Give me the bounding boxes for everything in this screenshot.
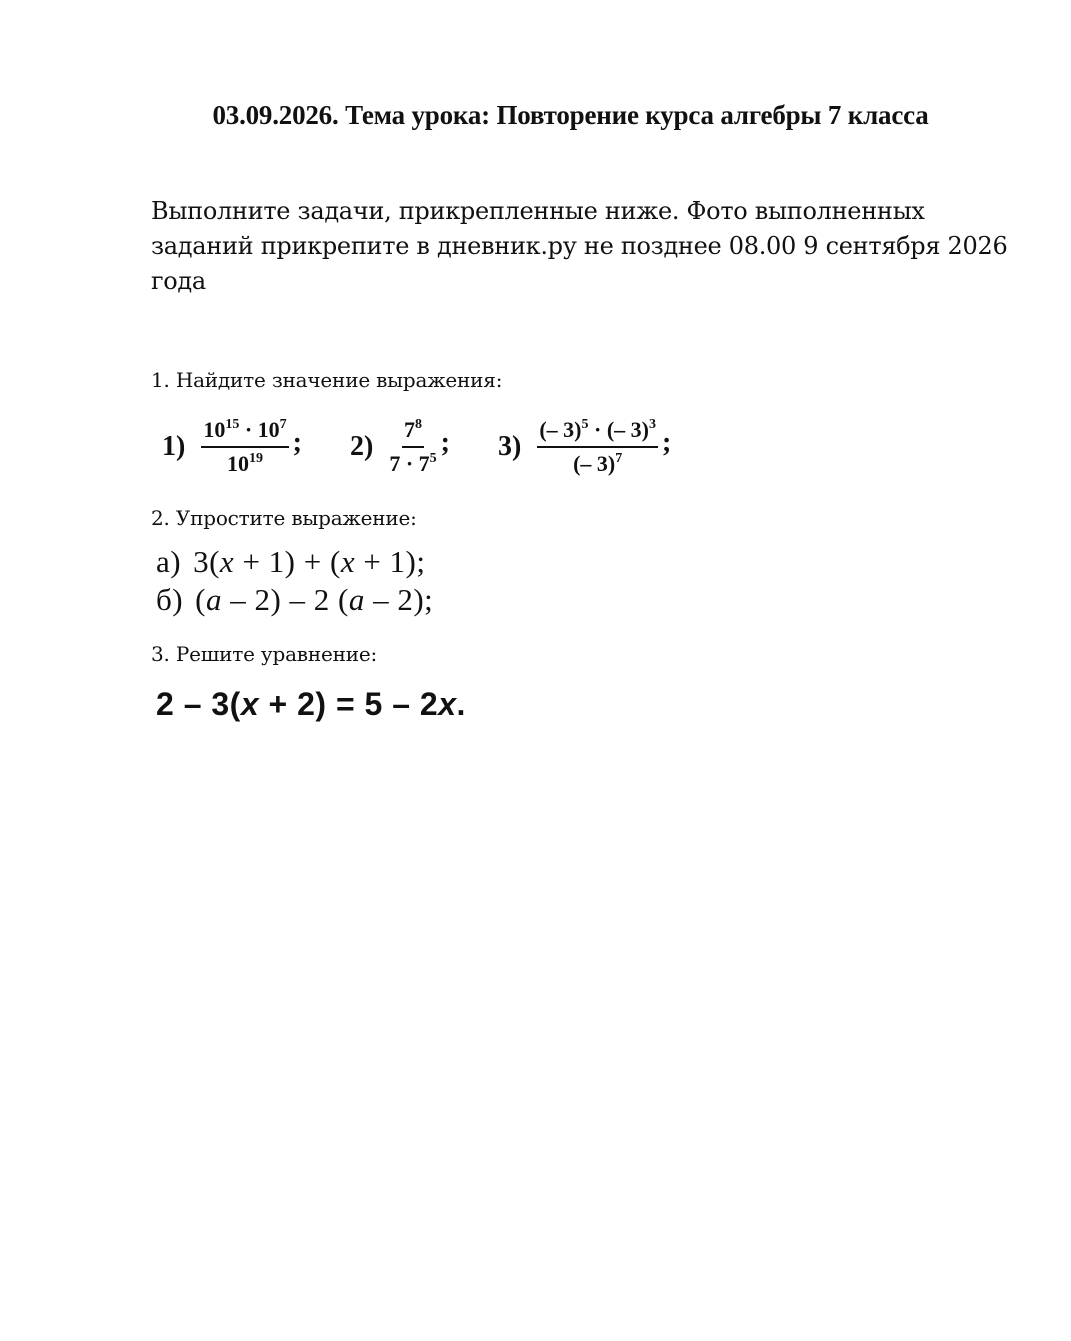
numerator: $7^8$ — [402, 417, 424, 448]
task-2-expression-a: а) 3(x + 1) + (x + 1); — [156, 544, 426, 579]
fraction — [389, 417, 436, 477]
instructions-paragraph — [151, 194, 1011, 299]
fraction — [537, 417, 658, 477]
task-1-item-2 — [350, 417, 450, 477]
instructions-line-3: года — [151, 267, 206, 295]
expression-label: б) — [156, 582, 184, 617]
instructions-line-2: заданий прикрепите в дневник.ру не позднее 08.00 9 сентября 2026 — [151, 232, 1008, 260]
task-1-heading: 1. Найдите значение выражения: — [151, 368, 503, 392]
item-label: 3) — [498, 431, 522, 462]
task-1-expressions — [162, 412, 671, 482]
semicolon: ; — [661, 427, 672, 458]
item-label: 1) — [162, 431, 186, 462]
instructions-line-1: Выполните задачи, прикрепленные ниже. Фото выполненных — [151, 197, 925, 225]
task-2-heading: 2. Упростите выражение: — [151, 506, 417, 530]
denominator: $7 \cdot 7^5$ — [389, 451, 437, 476]
expression-label: а) — [156, 544, 182, 579]
task-1-item-3 — [498, 417, 671, 477]
page-title: 03.09.2026. Тема урока: Повторение курса алгебры 7 класса — [212, 100, 929, 130]
semicolon: ; — [440, 427, 450, 458]
task-2-expression-b: б) (a – 2) – 2 (a – 2); — [156, 582, 434, 617]
numerator: $10^{15} \cdot 10^7$ — [201, 417, 288, 448]
denominator: (– 3)$^7$ — [573, 451, 623, 476]
numerator: (– 3)$^5$ · (– 3)$^3$ — [537, 417, 658, 448]
item-label: 2) — [350, 431, 374, 462]
task-3-heading: 3. Решите уравнение: — [151, 642, 378, 666]
semicolon: ; — [292, 427, 302, 458]
fraction — [201, 417, 288, 477]
task-3-equation: 2 – 3(x + 2) = 5 – 2x. — [156, 686, 466, 722]
task-1-item-1 — [162, 417, 302, 477]
denominator: $10^{19}$ — [227, 451, 263, 476]
